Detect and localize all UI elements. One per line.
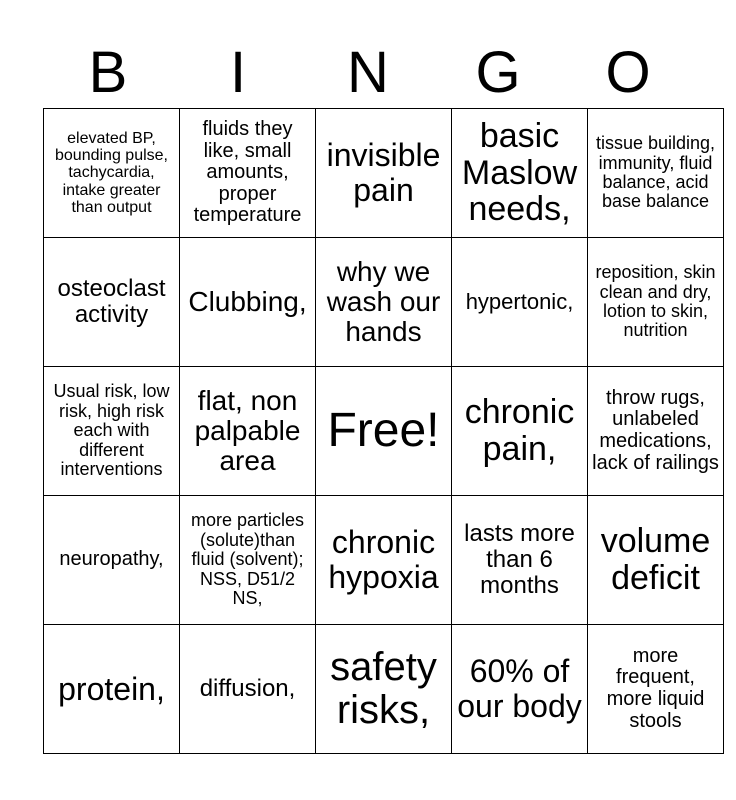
bingo-cell[interactable]: throw rugs, unlabeled medications, lack of railings [588,367,724,496]
bingo-cell[interactable]: chronic hypoxia [316,496,452,625]
header-letter-b: B [88,40,128,105]
bingo-cell[interactable]: basic Maslow needs, [452,109,588,238]
bingo-cell[interactable]: why we wash our hands [316,238,452,367]
bingo-cell[interactable]: flat, non palpable area [180,367,316,496]
bingo-cell[interactable]: diffusion, [180,625,316,754]
bingo-cell[interactable]: protein, [44,625,180,754]
bingo-cell[interactable]: elevated BP, bounding pulse, tachycardia, intake greater than output [44,109,180,238]
header-letter-g: G [475,40,521,105]
free-space-cell[interactable]: Free! [316,367,452,496]
bingo-cell[interactable]: volume deficit [588,496,724,625]
bingo-cell[interactable]: tissue building, immunity, fluid balance, acid base balance [588,109,724,238]
bingo-cell[interactable]: more frequent, more liquid stools [588,625,724,754]
bingo-header [43,38,693,108]
bingo-cell[interactable]: invisible pain [316,109,452,238]
bingo-cell[interactable]: more particles (solute)than fluid (solvent); NSS, D51/2 NS, [180,496,316,625]
grid-row [44,367,724,496]
bingo-cell[interactable]: Usual risk, low risk, high risk each with different interventions [44,367,180,496]
grid-row [44,109,724,238]
bingo-cell[interactable]: Clubbing, [180,238,316,367]
bingo-cell[interactable]: reposition, skin clean and dry, lotion to skin, nutrition [588,238,724,367]
header-letter-o: O [605,40,651,105]
bingo-cell[interactable]: osteoclast activity [44,238,180,367]
header-letter-n: N [347,40,389,105]
bingo-cell[interactable]: lasts more than 6 months [452,496,588,625]
bingo-cell[interactable]: hypertonic, [452,238,588,367]
bingo-cell[interactable]: neuropathy, [44,496,180,625]
grid-row [44,625,724,754]
header-letter-i: I [229,40,247,105]
grid-row [44,496,724,625]
bingo-cell[interactable]: 60% of our body [452,625,588,754]
bingo-cell[interactable]: safety risks, [316,625,452,754]
grid-row [44,238,724,367]
bingo-cell[interactable]: chronic pain, [452,367,588,496]
bingo-grid [43,108,724,754]
bingo-cell[interactable]: fluids they like, small amounts, proper temperature [180,109,316,238]
